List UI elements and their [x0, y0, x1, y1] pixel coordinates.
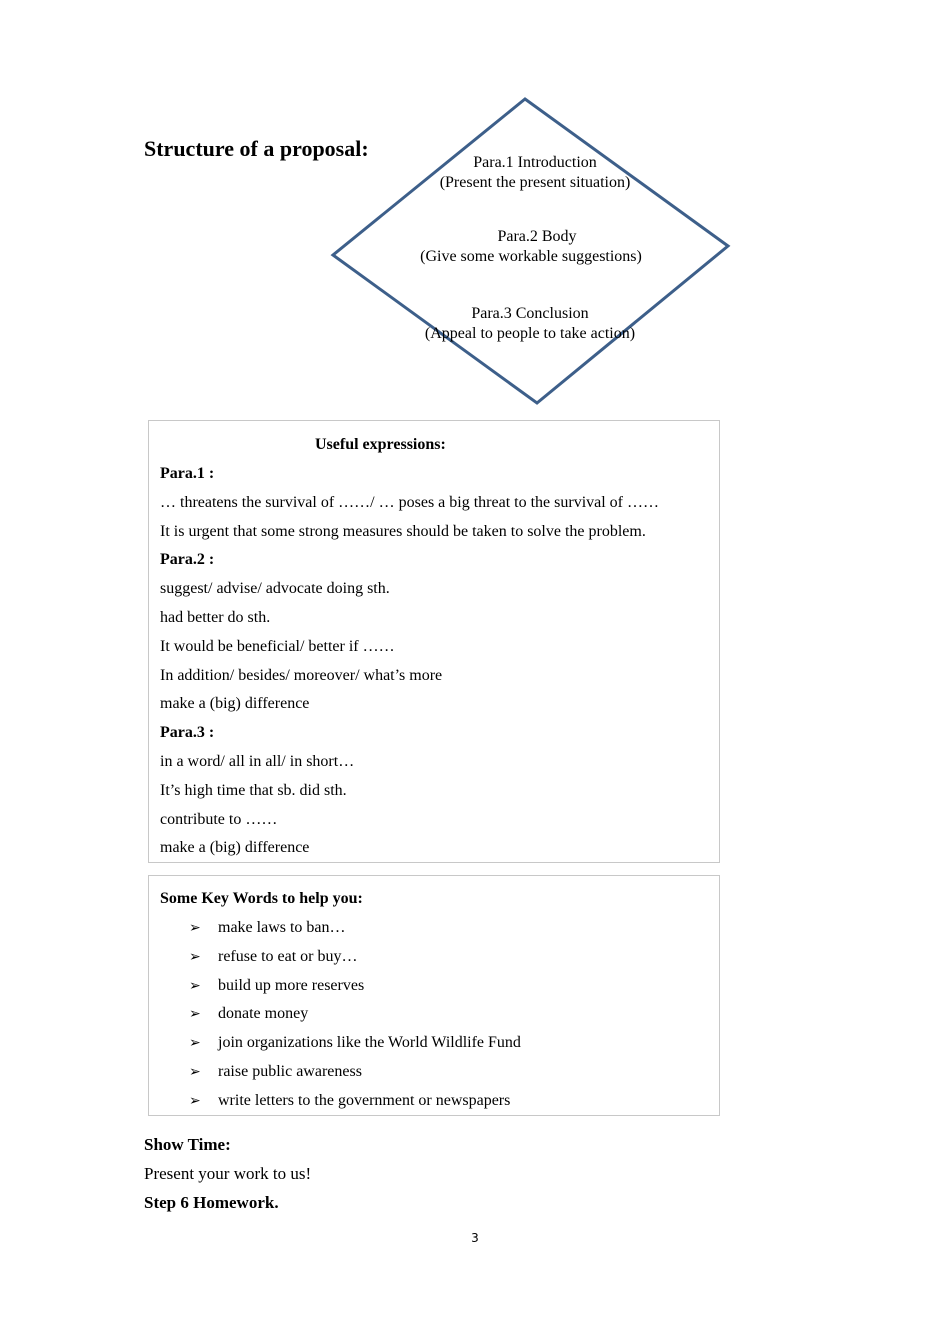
show-time-heading: Show Time:: [144, 1135, 231, 1154]
para3-block: [420, 304, 640, 344]
expression-line: make a (big) difference: [160, 839, 310, 857]
para3-heading: Para.3 Conclusion: [471, 305, 589, 322]
key-word-item: make laws to ban…: [218, 919, 346, 936]
show-time-text: Present your work to us!: [144, 1164, 312, 1183]
expression-line: contribute to ……: [160, 810, 278, 828]
section-label: Para.1 :: [160, 465, 215, 482]
key-word-item: build up more reserves: [218, 976, 365, 994]
section-label: Para.2 :: [160, 551, 215, 569]
key-word-item: donate money: [218, 1005, 309, 1023]
arrow-bullet-icon: ➢: [189, 1007, 201, 1023]
expression-line: In addition/ besides/ moreover/ what’s more: [160, 666, 443, 684]
expression-line: had better do sth.: [160, 609, 271, 626]
arrow-bullet-icon: ➢: [189, 1065, 201, 1080]
expression-line: It is urgent that some strong measures should be taken to solve the problem.: [160, 522, 646, 540]
homework-heading: Step 6 Homework.: [144, 1193, 279, 1212]
arrow-bullet-icon: ➢: [189, 949, 201, 965]
arrow-bullet-icon: ➢: [189, 978, 201, 994]
expression-line: It would be beneficial/ better if ……: [160, 637, 395, 655]
useful-expressions-box: [148, 420, 720, 863]
para3-detail: (Appeal to people to take action): [424, 325, 636, 342]
para1-block: [435, 153, 635, 193]
expression-line: It’s high time that sb. did sth.: [160, 781, 347, 799]
expression-line: in a word/ all in all/ in short…: [160, 753, 355, 770]
key-words-heading: Some Key Words to help you:: [160, 890, 363, 907]
key-word-item: join organizations like the World Wildlife Fund: [218, 1034, 521, 1052]
key-word-item: write letters to the government or newspapers: [218, 1091, 511, 1109]
page-number: 3: [471, 1231, 479, 1245]
para1-detail: (Present the present situation): [439, 174, 631, 191]
para2-heading: Para.2 Body: [497, 228, 577, 245]
expression-line: … threatens the survival of ……/ … poses a big threat to the survival of ……: [160, 493, 660, 511]
page-title: Structure of a proposal:: [144, 136, 369, 161]
expression-line: suggest/ advise/ advocate doing sth.: [160, 580, 390, 598]
para2-block: [415, 227, 647, 267]
key-word-item: refuse to eat or buy…: [218, 947, 358, 965]
key-words-box: [148, 875, 720, 1116]
key-word-item: raise public awareness: [218, 1063, 362, 1080]
section-label: Para.3 :: [160, 724, 215, 742]
arrow-bullet-icon: ➢: [189, 921, 201, 936]
arrow-bullet-icon: ➢: [189, 1036, 201, 1052]
para2-detail: (Give some workable suggestions): [420, 248, 642, 265]
useful-expressions-heading: Useful expressions:: [315, 436, 446, 453]
arrow-bullet-icon: ➢: [189, 1093, 201, 1109]
para1-heading: Para.1 Introduction: [473, 154, 597, 171]
expression-line: make a (big) difference: [160, 695, 310, 713]
